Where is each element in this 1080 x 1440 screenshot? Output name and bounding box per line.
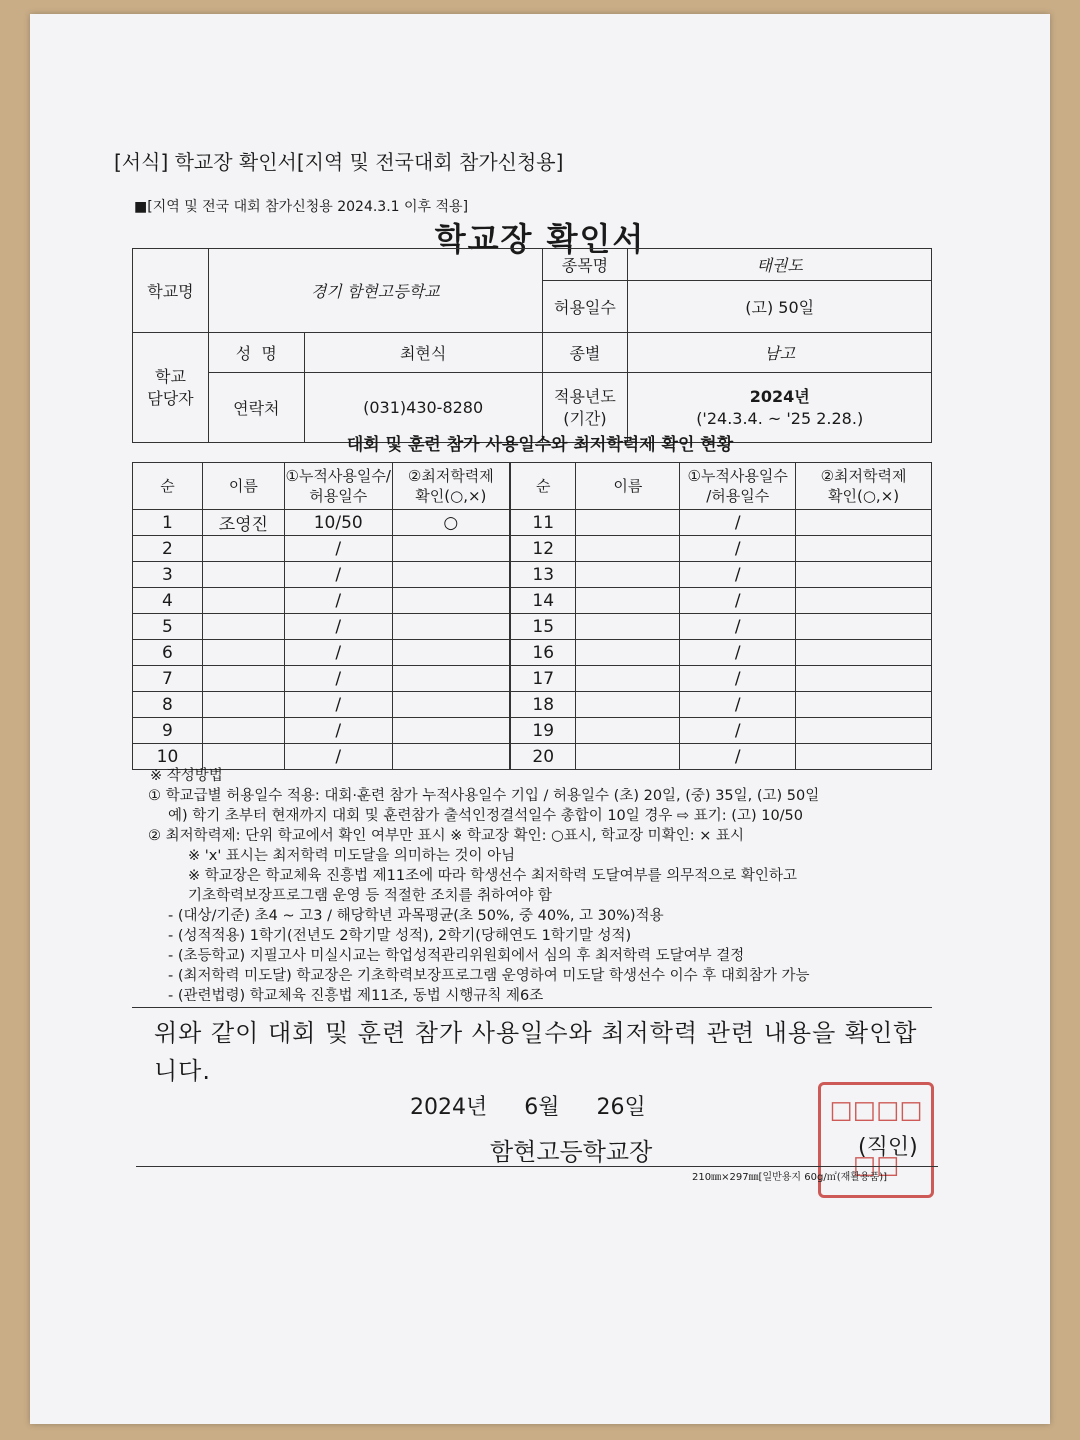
cell-right-check: [796, 692, 932, 718]
cell-right-usage: /: [680, 744, 796, 770]
cell-right-no: 16: [510, 640, 576, 666]
cell-right-no: 13: [510, 562, 576, 588]
cell-left-usage: /: [284, 614, 392, 640]
cell-left-usage: /: [284, 562, 392, 588]
cell-left-no: 2: [133, 536, 203, 562]
cell-right-no: 19: [510, 718, 576, 744]
cell-right-no: 15: [510, 614, 576, 640]
table-row: [133, 536, 932, 562]
cell-right-check: [796, 666, 932, 692]
confirmation-statement: 위와 같이 대회 및 훈련 참가 사용일수와 최저학력 관련 내용을 확인합니다.: [154, 1019, 918, 1085]
instruction-line: 예) 학기 초부터 현재까지 대회 및 훈련참가 출석인정결석일수 총합이 10일 경우 ⇨ 표기: (고) 10/50: [168, 808, 804, 824]
instruction-line: ※ 'x' 표시는 최저학력 미도달을 의미하는 것이 아님: [188, 848, 516, 864]
document-page: [30, 14, 1050, 1424]
header-check-right: ②최저학력제 확인(○,×): [796, 463, 932, 510]
paper-spec-footer: 210㎜×297㎜[일반용지 60g/㎡(재활용품)]: [692, 1172, 888, 1183]
cell-right-check: [796, 562, 932, 588]
cell-left-usage: /: [284, 588, 392, 614]
instruction-line: ※ 학교장은 학교체육 진흥법 제11조에 따라 학생선수 최저학력 도달여부를 의무적으로 확인하고: [188, 868, 797, 884]
cell-left-check: [392, 562, 510, 588]
cell-left-check: [392, 588, 510, 614]
year-label: 적용년도 (기간): [542, 373, 628, 443]
instruction-line: - (초등학교) 지필고사 미실시교는 학업성적관리위원회에서 심의 후 최저학력 도달여부 결정: [168, 948, 745, 964]
document-title: 학교장 확인서: [434, 220, 646, 258]
allowed-label: 허용일수: [542, 281, 628, 333]
cell-left-usage: /: [284, 718, 392, 744]
cell-right-name: [576, 588, 680, 614]
instruction-line: - (성적적용) 1학기(전년도 2학기말 성적), 2학기(당해연도 1학기말 성적): [168, 928, 632, 944]
cell-left-no: 9: [133, 718, 203, 744]
cell-right-check: [796, 510, 932, 536]
year-value: 2024년: [749, 386, 810, 406]
header-usage-left: ①누적사용일수/허용일수: [284, 463, 392, 510]
instruction-line: 기초학력보장프로그램 운영 등 적절한 조치를 취하여야 함: [188, 888, 552, 904]
cell-left-name: [202, 588, 284, 614]
principal-title: 함현고등학교장: [490, 1138, 653, 1166]
table-row: [133, 666, 932, 692]
cell-right-name: [576, 614, 680, 640]
name-label: 성 명: [208, 333, 304, 373]
cell-left-name: [202, 614, 284, 640]
cell-left-no: 10: [133, 744, 203, 770]
table-row: [133, 640, 932, 666]
cell-left-check: ○: [392, 510, 510, 536]
cell-left-check: [392, 692, 510, 718]
divider: [132, 1007, 932, 1008]
section-title: 대회 및 훈련 참가 사용일수와 최저학력제 확인 현황: [346, 435, 734, 455]
header-no-left: 순: [133, 463, 203, 510]
cell-left-no: 3: [133, 562, 203, 588]
form-subtitle: ■[지역 및 전국 대회 참가신청용 2024.3.1 이후 적용]: [134, 199, 469, 215]
cell-left-no: 6: [133, 640, 203, 666]
cell-left-check: [392, 536, 510, 562]
category-value: 남고: [628, 333, 932, 373]
instruction-line: ① 학교급별 허용일수 적용: 대회·훈련 참가 누적사용일수 기입 / 허용일수 (초) 20일, (중) 35일, (고) 50일: [148, 788, 820, 804]
cell-left-no: 7: [133, 666, 203, 692]
cell-right-check: [796, 718, 932, 744]
cell-left-check: [392, 614, 510, 640]
form-title: [서식] 학교장 확인서[지역 및 전국대회 참가신청용]: [114, 150, 564, 174]
cell-right-name: [576, 536, 680, 562]
instructions: [138, 766, 819, 1006]
cell-right-usage: /: [680, 692, 796, 718]
contact-label: 연락처: [208, 373, 304, 443]
cell-right-no: 18: [510, 692, 576, 718]
cell-left-usage: /: [284, 640, 392, 666]
header-no-right: 순: [510, 463, 576, 510]
header-usage-right: ①누적사용일수 /허용일수: [680, 463, 796, 510]
cell-right-usage: /: [680, 510, 796, 536]
school-label: 학교명: [133, 249, 209, 333]
school-value: 경기 함현고등학교: [208, 249, 542, 333]
event-label: 종목명: [542, 249, 628, 281]
cell-left-name: [202, 692, 284, 718]
school-seal-stamp: ☐☐ ☐☐ ☐☐: [818, 1082, 934, 1198]
cell-right-name: [576, 510, 680, 536]
cell-left-no: 8: [133, 692, 203, 718]
cell-left-check: [392, 640, 510, 666]
cell-right-usage: /: [680, 562, 796, 588]
cell-left-usage: /: [284, 692, 392, 718]
cell-right-no: 12: [510, 536, 576, 562]
cell-left-name: [202, 640, 284, 666]
manager-label: 학교 담당자: [133, 333, 209, 443]
info-table: [132, 248, 932, 443]
cell-left-check: [392, 718, 510, 744]
instructions-heading: ※ 작성방법: [150, 768, 223, 784]
cell-right-name: [576, 562, 680, 588]
instruction-line: - (관련법령) 학교체육 진흥법 제11조, 동법 시행규칙 제6조: [168, 988, 544, 1004]
cell-right-name: [576, 666, 680, 692]
cell-left-no: 5: [133, 614, 203, 640]
cell-left-no: 1: [133, 510, 203, 536]
contact-value: (031)430-8280: [304, 373, 542, 443]
cell-right-name: [576, 718, 680, 744]
cell-right-no: 17: [510, 666, 576, 692]
cell-right-usage: /: [680, 666, 796, 692]
cell-right-check: [796, 536, 932, 562]
cell-left-usage: /: [284, 666, 392, 692]
table-row: [133, 510, 932, 536]
header-name-right: 이름: [576, 463, 680, 510]
cell-right-usage: /: [680, 640, 796, 666]
header-check-left: ②최저학력제 확인(○,×): [392, 463, 510, 510]
cell-left-usage: /: [284, 536, 392, 562]
cell-right-usage: /: [680, 718, 796, 744]
usage-table: [132, 462, 932, 770]
instruction-line: ② 최저학력제: 단위 학교에서 확인 여부만 표시 ※ 학교장 확인: ○표시, 학교장 미확인: × 표시: [148, 828, 744, 844]
seal-label: (직인): [858, 1135, 918, 1160]
cell-right-no: 14: [510, 588, 576, 614]
cell-left-name: [202, 536, 284, 562]
instruction-line: - (최저학력 미도달) 학교장은 기초학력보장프로그램 운영하여 미도달 학생선수 이수 후 대회참가 가능: [168, 968, 810, 984]
signing-date: 2024년 6월 26일: [410, 1095, 646, 1120]
table-row: [133, 562, 932, 588]
cell-left-usage: 10/50: [284, 510, 392, 536]
cell-right-usage: /: [680, 614, 796, 640]
cell-left-name: 조영진: [202, 510, 284, 536]
footer-divider: [136, 1166, 938, 1167]
cell-left-usage: /: [284, 744, 392, 770]
name-value: 최현식: [304, 333, 542, 373]
cell-right-check: [796, 640, 932, 666]
cell-right-no: 11: [510, 510, 576, 536]
cell-right-usage: /: [680, 588, 796, 614]
cell-right-name: [576, 692, 680, 718]
table-row: [133, 614, 932, 640]
cell-left-name: [202, 718, 284, 744]
table-row: [133, 588, 932, 614]
cell-right-name: [576, 640, 680, 666]
instruction-line: - (대상/기준) 초4 ~ 고3 / 해당학년 과목평균(초 50%, 중 40%, 고 30%)적용: [168, 908, 664, 924]
category-label: 종별: [542, 333, 628, 373]
cell-right-no: 20: [510, 744, 576, 770]
cell-left-no: 4: [133, 588, 203, 614]
cell-left-name: [202, 666, 284, 692]
cell-right-check: [796, 614, 932, 640]
instructions-lines: [138, 786, 819, 1006]
cell-left-check: [392, 666, 510, 692]
table-row: [133, 692, 932, 718]
event-value: 태권도: [628, 249, 932, 281]
allowed-value: (고) 50일: [628, 281, 932, 333]
cell-left-name: [202, 562, 284, 588]
header-name-left: 이름: [202, 463, 284, 510]
usage-table-body: [133, 510, 932, 770]
table-row: [133, 718, 932, 744]
period-value: ('24.3.4. ~ '25 2.28.): [696, 408, 864, 428]
cell-right-usage: /: [680, 536, 796, 562]
cell-right-check: [796, 588, 932, 614]
